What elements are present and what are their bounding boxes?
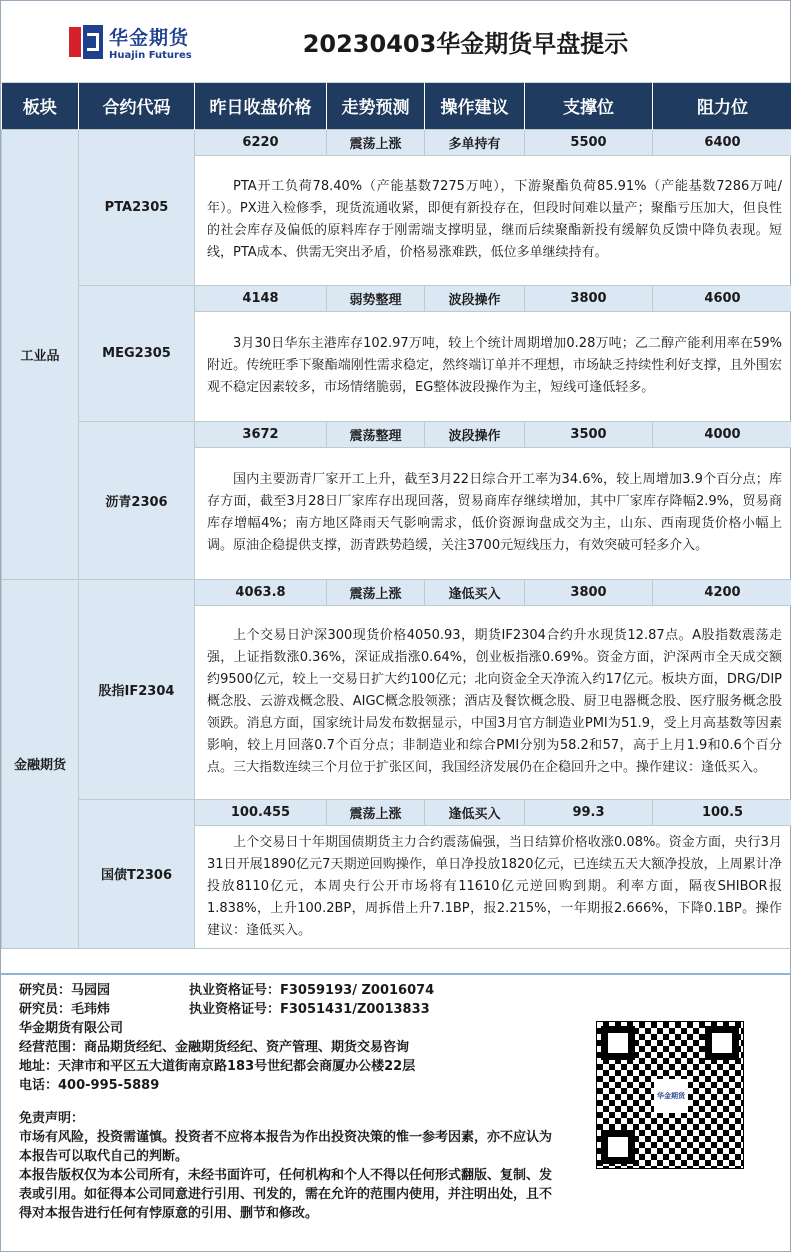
disclaimer-text: 市场有风险，投资需谨慎。投资者不应将本报告为作出投资决策的惟一参考因素，亦不应认为本报告可以取代自己的判断。 xyxy=(19,1130,553,1164)
contract-code: 股指IF2304 xyxy=(79,579,195,799)
table-row xyxy=(2,799,791,825)
company-name: 华金期货有限公司 xyxy=(19,1021,124,1036)
advice: 多单持有 xyxy=(425,129,525,155)
qr-code-icon xyxy=(596,1021,744,1169)
col-header-advice: 操作建议 xyxy=(425,83,525,129)
close-price: 6220 xyxy=(195,129,327,155)
researcher-cert: 执业资格证号：F3051431/Z0013833 xyxy=(189,1002,430,1017)
researcher-line xyxy=(19,981,772,1000)
contract-code: PTA2305 xyxy=(79,129,195,285)
researcher-cert: 执业资格证号：F3059193/ Z0016074 xyxy=(189,983,435,998)
col-header-trend: 走势预测 xyxy=(327,83,425,129)
contract-analysis: 上个交易日十年期国债期货主力合约震荡偏强，当日结算价格收涨0.08%。资金方面，央行3月31日开展1890亿元7天期逆回购操作，单日净投放1820亿元，已连续五天大额净投放，上周累计净投放8110亿元，本周央行公开市场将有11610亿元逆回购到期。利率方面，隔夜SHIBOR报1.838%，上升100.2BP，周拆借上升7.1BP，报2.215%，一年期报2.666%，下降0.1BP。操作建议：逢低买入。 xyxy=(195,825,791,948)
resist-level: 4600 xyxy=(653,285,791,311)
advice: 波段操作 xyxy=(425,421,525,447)
advice: 逢低买入 xyxy=(425,579,525,605)
close-price: 4148 xyxy=(195,285,327,311)
report-footer xyxy=(1,973,790,1251)
trend-forecast: 震荡上涨 xyxy=(327,799,425,825)
resist-level: 4200 xyxy=(653,579,791,605)
contract-analysis: 国内主要沥青厂家开工上升，截至3月22日综合开工率为34.6%，较上周增加3.9个百分点；库存方面，截至3月28日厂家库存出现回落，贸易商库存继续增加，其中厂家库存降幅2.9%，贸易商库存增幅4%；南方地区降雨天气影响需求，低价资源询盘成交为主，山东、西南现货价格小幅上调。原油企稳提供支撑，沥青跌势趋缓，关注3700元短线压力，有效突破可轻多介入。 xyxy=(195,447,791,579)
contract-analysis: PTA开工负荷78.40%（产能基数7275万吨），下游聚酯负荷85.91%（产能基数7286万吨/年）。PX进入检修季，现货流通收紧，即便有新投存在，但段时间难以量产；聚酯亏压加大，但良性的社会库存及偏低的原料库存于刚需端支撑明显，继而后续聚酯新投有缓解负反馈中降负表现。短线，PTA成本、供需无突出矛盾，价格易涨难跌，低位多单继续持有。 xyxy=(195,155,791,285)
table-row xyxy=(2,421,791,447)
trend-forecast: 弱势整理 xyxy=(327,285,425,311)
advice: 逢低买入 xyxy=(425,799,525,825)
quote-table xyxy=(1,83,791,949)
business-scope: 经营范围：商品期货经纪、金融期货经纪、资产管理、期货交易咨询 xyxy=(19,1040,410,1055)
company-logo xyxy=(1,23,201,61)
sector-financial: 金融期货 xyxy=(2,579,79,948)
col-header-close: 昨日收盘价格 xyxy=(195,83,327,129)
researcher-name: 研究员：毛玮炜 xyxy=(19,1002,111,1017)
trend-forecast: 震荡上涨 xyxy=(327,579,425,605)
researcher-line xyxy=(19,1000,772,1019)
col-header-sector: 板块 xyxy=(2,83,79,129)
logo-en-text: Huajin Futures xyxy=(109,49,192,61)
disclaimer-title: 免责声明： xyxy=(19,1111,85,1126)
contract-code: MEG2305 xyxy=(79,285,195,421)
company-address: 地址：天津市和平区五大道街南京路183号世纪都会商厦办公楼22层 xyxy=(19,1059,416,1074)
close-price: 3672 xyxy=(195,421,327,447)
col-header-resist: 阻力位 xyxy=(653,83,791,129)
contract-analysis: 上个交易日沪深300现货价格4050.93，期货IF2304合约升水现货12.87点。A股指数震荡走强，上证指数涨0.36%，深证成指涨0.64%，创业板指涨0.69%。资金方面，沪深两市全天成交额约9500亿元，较上一交易日扩大约100亿元；北向资金全天净流入约17亿元。板块方面，DRG/DIP概念股、云游戏概念股、AIGC概念股领涨；酒店及餐饮概念股、厨卫电器概念股、医疗服务概念股领跌。消息方面，国家统计局发布数据显示，中国3月官方制造业PMI为51.9，受上月高基数等因素影响，较上月回落0.7个百分点；非制造业和综合PMI分别为58.2和57，高于上月1.9和0.6个百分点。三大指数连续三个月位于扩张区间，我国经济发展仍在企稳回升之中。操作建议：逢低买入。 xyxy=(195,605,791,799)
researcher-name: 研究员：马园园 xyxy=(19,983,111,998)
sector-industrial: 工业品 xyxy=(2,129,79,579)
company-phone: 电话：400-995-5889 xyxy=(19,1078,160,1093)
resist-level: 100.5 xyxy=(653,799,791,825)
support-level: 99.3 xyxy=(525,799,653,825)
support-level: 5500 xyxy=(525,129,653,155)
disclaimer-text: 本报告版权仅为本公司所有，未经书面许可，任何机构和个人不得以任何形式翻版、复制、发表或引用。如征得本公司同意进行引用、刊发的，需在允许的范围内使用，并注明出处，且不得对本报告进行任何有悖原意的引用、删节和修改。 xyxy=(19,1168,553,1221)
qr-logo-text: 华金期货 xyxy=(657,1091,685,1100)
col-header-support: 支撑位 xyxy=(525,83,653,129)
contract-code: 国债T2306 xyxy=(79,799,195,948)
report-header xyxy=(1,1,790,83)
contract-analysis: 3月30日华东主港库存102.97万吨，较上个统计周期增加0.28万吨；乙二醇产能利用率在59%附近。传统旺季下聚酯端刚性需求稳定，然终端订单并不理想，市场缺乏持续性利好支撑，且外围宏观不稳定因素较多，市场情绪脆弱，EG整体波段操作为主，短线可逢低轻多。 xyxy=(195,311,791,421)
table-row xyxy=(2,285,791,311)
close-price: 4063.8 xyxy=(195,579,327,605)
advice: 波段操作 xyxy=(425,285,525,311)
support-level: 3500 xyxy=(525,421,653,447)
trend-forecast: 震荡上涨 xyxy=(327,129,425,155)
col-header-code: 合约代码 xyxy=(79,83,195,129)
table-header-row xyxy=(2,83,791,129)
qr-logo xyxy=(654,1079,688,1113)
logo-cn-text: 华金期货 xyxy=(109,26,190,49)
resist-level: 4000 xyxy=(653,421,791,447)
resist-level: 6400 xyxy=(653,129,791,155)
report-title: 20230403华金期货早盘提示 xyxy=(302,30,629,58)
trend-forecast: 震荡整理 xyxy=(327,421,425,447)
support-level: 3800 xyxy=(525,579,653,605)
logo-mark-icon xyxy=(69,25,103,59)
table-row xyxy=(2,579,791,605)
contract-code: 沥青2306 xyxy=(79,421,195,579)
support-level: 3800 xyxy=(525,285,653,311)
table-row xyxy=(2,129,791,155)
close-price: 100.455 xyxy=(195,799,327,825)
